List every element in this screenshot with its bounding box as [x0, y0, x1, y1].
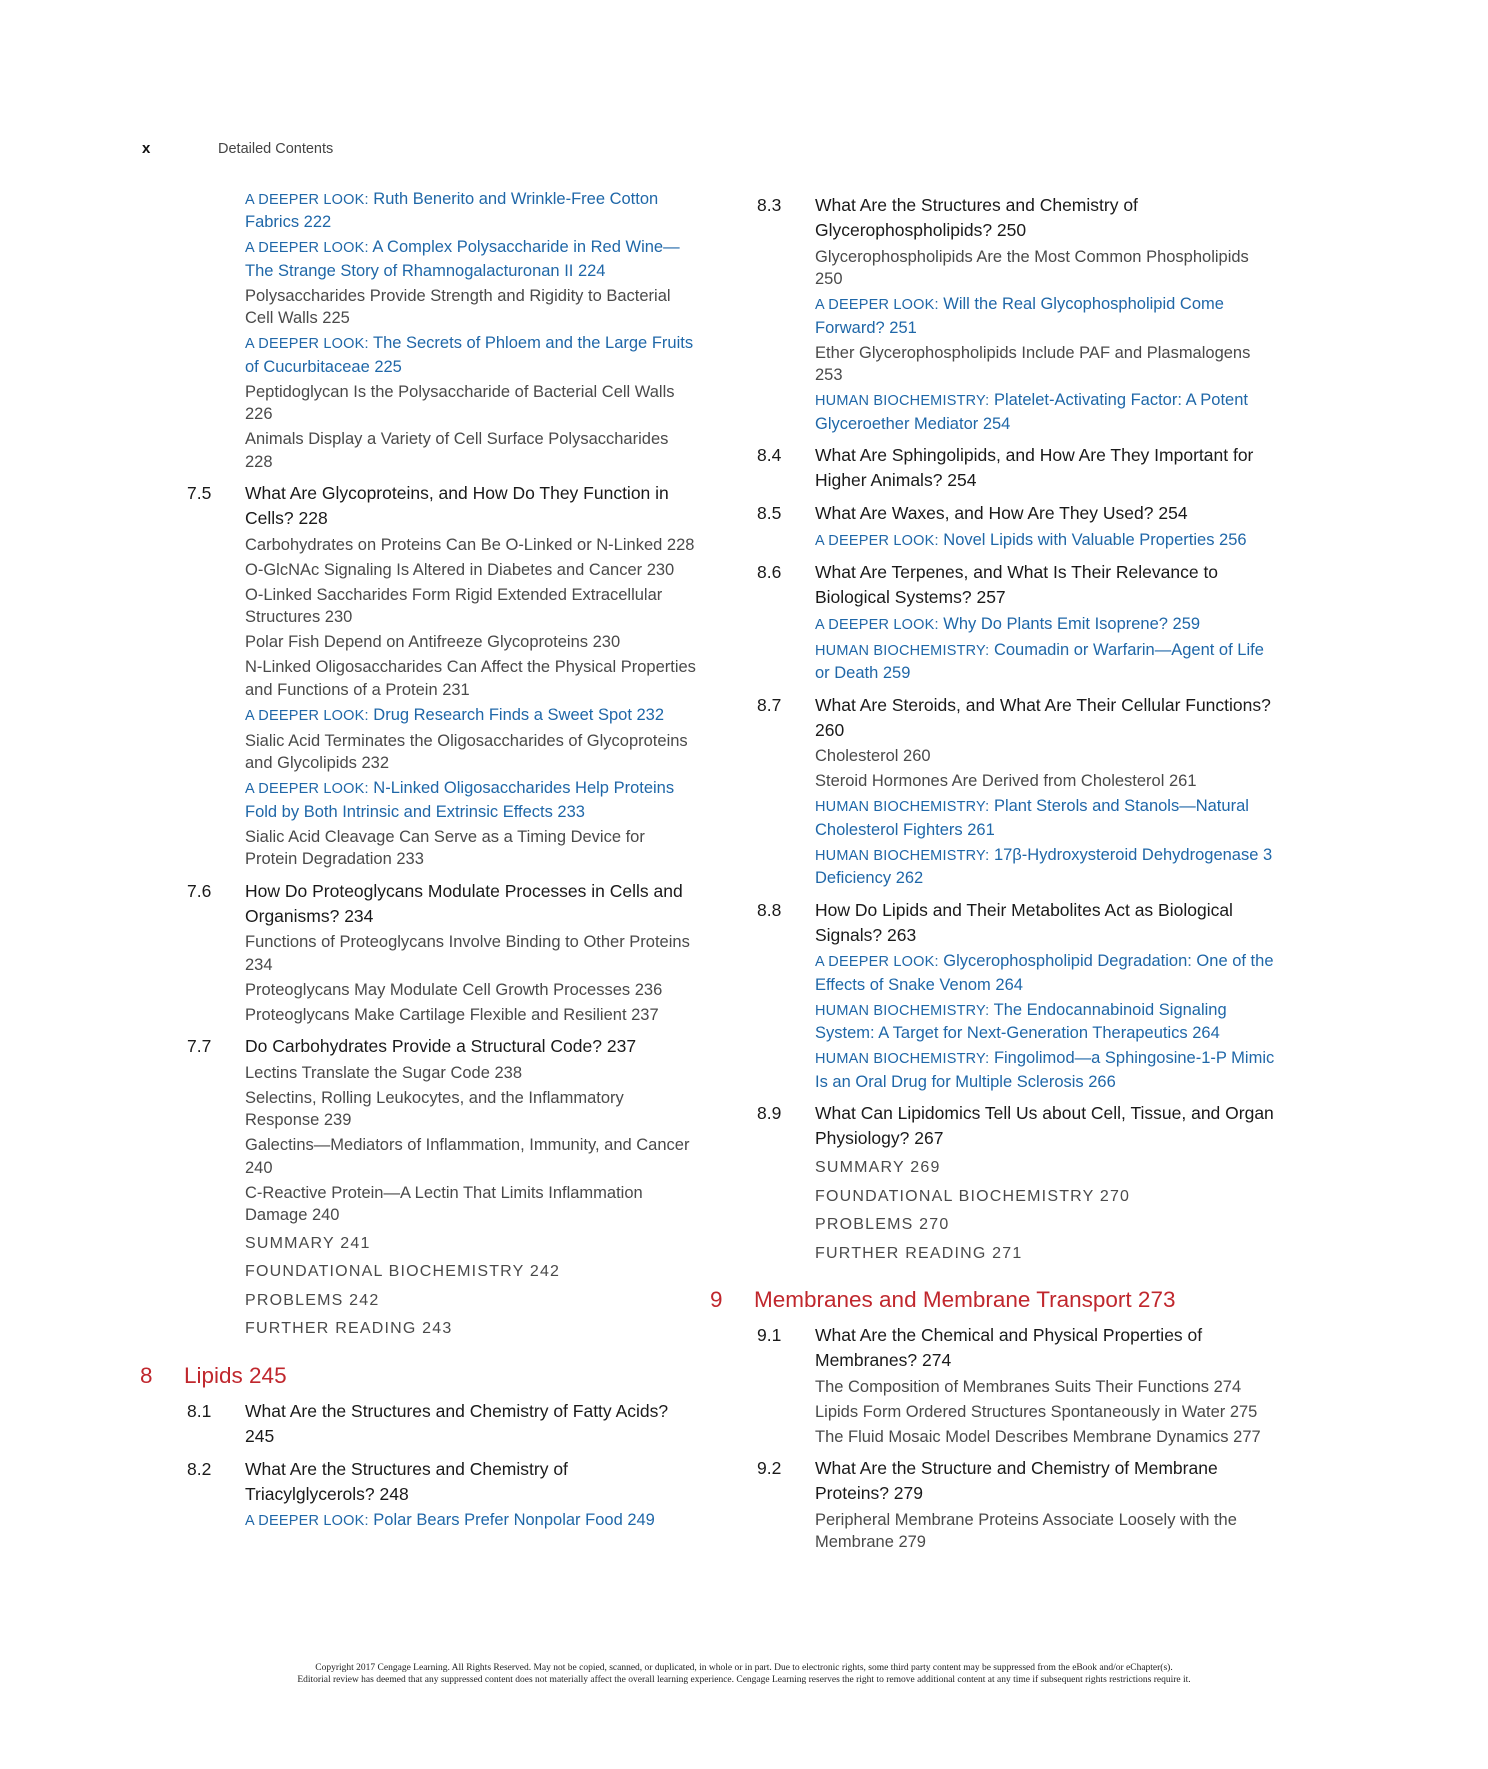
end-matter-entry[interactable]: FURTHER READING 271	[815, 1244, 1023, 1262]
feature-box-title: Ruth Benerito and Wrinkle-Free Cotton Fabrics 222	[245, 189, 659, 231]
subsection-entry[interactable]: O-GlcNAc Signaling Is Altered in Diabetes and Cancer 230	[245, 560, 675, 579]
feature-box-title: Platelet-Activating Factor: A Potent Glyceroether Mediator 254	[815, 391, 1248, 433]
section-title: How Do Lipids and Their Metabolites Act as Biological Signals? 263	[815, 899, 1233, 945]
section-title: What Can Lipidomics Tell Us about Cell, Tissue, and Organ Physiology? 267	[815, 1103, 1274, 1148]
section-title: What Are Sphingolipids, and How Are They Important for Higher Animals? 254	[815, 445, 1254, 490]
feature-box-entry[interactable]	[245, 188, 700, 234]
section-title: How Do Proteoglycans Modulate Processes in Cells and Organisms? 234	[245, 880, 683, 926]
end-matter-entry[interactable]: FOUNDATIONAL BIOCHEMISTRY 242	[245, 1263, 561, 1280]
section-title: Do Carbohydrates Provide a Structural Code? 237	[245, 1036, 637, 1056]
section-title: What Are the Chemical and Physical Properties of Membranes? 274	[815, 1325, 1203, 1370]
subsection-entry[interactable]: Galectins—Mediators of Inflammation, Immunity, and Cancer 240	[245, 1136, 690, 1177]
chapter-heading[interactable]	[140, 1361, 700, 1391]
feature-box-entry[interactable]	[815, 529, 1280, 553]
feature-box-entry[interactable]	[815, 1047, 1280, 1093]
feature-box-title: Coumadin or Warfarin—Agent of Life or Death 259	[815, 640, 1264, 682]
subsection-entry[interactable]: Proteoglycans Make Cartilage Flexible and Resilient 237	[245, 1005, 659, 1024]
section-number: 8.7	[757, 694, 782, 715]
subsection-entry[interactable]: Polar Fish Depend on Antifreeze Glycoproteins 230	[245, 633, 621, 651]
feature-box-title: A Complex Polysaccharide in Red Wine—The Strange Story of Rhamnogalacturonan II 224	[245, 238, 680, 280]
subsection-entry[interactable]: O-Linked Saccharides Form Rigid Extended Extracellular Structures 230	[245, 585, 663, 626]
feature-box-title: Novel Lipids with Valuable Properties 256	[943, 530, 1247, 549]
feature-box-title: Plant Sterols and Stanols—Natural Cholesterol Fighters 261	[815, 797, 1249, 839]
toc-left-column	[140, 185, 700, 1533]
feature-box-tag: A DEEPER LOOK:	[245, 781, 369, 797]
section-title: What Are Glycoproteins, and How Do They Function in Cells? 228	[245, 483, 669, 528]
chapter-title: Lipids 245	[184, 1362, 287, 1388]
end-matter-entry[interactable]: SUMMARY 241	[245, 1234, 371, 1252]
chapter-number: 8	[140, 1362, 153, 1388]
feature-box-tag: A DEEPER LOOK:	[245, 1513, 369, 1529]
subsection-entry[interactable]: Sialic Acid Terminates the Oligosaccharides of Glycoproteins and Glycolipids 232	[245, 731, 688, 772]
subsection-entry[interactable]: Ether Glycerophospholipids Include PAF and Plasmalogens 253	[815, 343, 1251, 384]
section-entry[interactable]	[710, 501, 1280, 526]
section-number: 7.5	[187, 483, 212, 503]
end-matter-entry[interactable]: PROBLEMS 242	[245, 1291, 380, 1309]
feature-box-entry[interactable]	[815, 999, 1280, 1045]
feature-box-entry[interactable]	[245, 236, 700, 282]
feature-box-tag: HUMAN BIOCHEMISTRY:	[815, 642, 990, 659]
copyright-line-2: Editorial review has deemed that any suppressed content does not materially affect the overall learning experience. Cengage Learning reserves the right to remove additional content at any time if subsequent rights restrictions require it.	[297, 1675, 1191, 1685]
section-title: What Are the Structures and Chemistry of Triacylglycerols? 248	[245, 1458, 568, 1504]
feature-box-tag: HUMAN BIOCHEMISTRY:	[815, 847, 990, 864]
section-number: 9.2	[757, 1458, 782, 1478]
section-number: 8.8	[757, 899, 782, 920]
feature-box-entry[interactable]	[815, 795, 1280, 841]
feature-box-tag: A DEEPER LOOK:	[245, 240, 369, 256]
subsection-entry[interactable]: C-Reactive Protein—A Lectin That Limits Inflammation Damage 240	[245, 1183, 643, 1224]
feature-box-title: The Endocannabinoid Signaling System: A Target for Next-Generation Therapeutics 264	[815, 1000, 1227, 1042]
section-entry[interactable]	[140, 481, 700, 531]
end-matter-entry[interactable]: SUMMARY 269	[815, 1159, 941, 1176]
copyright-footer	[0, 1662, 1488, 1686]
section-number: 8.6	[757, 562, 782, 582]
section-entry[interactable]	[710, 898, 1280, 948]
feature-box-entry[interactable]	[815, 293, 1280, 339]
section-entry[interactable]	[140, 879, 700, 929]
copyright-line-1: Copyright 2017 Cengage Learning. All Rights Reserved. May not be copied, scanned, or duplicated, in whole or in part. Due to electronic rights, some third party content may be suppressed from the eBook and/or eChapter(s).	[315, 1663, 1173, 1673]
end-matter-entry[interactable]: FOUNDATIONAL BIOCHEMISTRY 270	[815, 1187, 1131, 1205]
subsection-entry[interactable]: Lipids Form Ordered Structures Spontaneously in Water 275	[815, 1402, 1258, 1421]
feature-box-tag: A DEEPER LOOK:	[245, 336, 369, 352]
feature-box-tag: HUMAN BIOCHEMISTRY:	[815, 1051, 990, 1067]
section-number: 7.7	[187, 1036, 212, 1056]
feature-box-title: Why Do Plants Emit Isoprene? 259	[943, 614, 1201, 633]
feature-box-title: Polar Bears Prefer Nonpolar Food 249	[373, 1511, 655, 1529]
section-title: What Are the Structures and Chemistry of Fatty Acids? 245	[245, 1400, 669, 1446]
section-entry[interactable]	[710, 1101, 1280, 1151]
section-title: What Are Waxes, and How Are They Used? 254	[815, 503, 1188, 523]
subsection-entry[interactable]: Functions of Proteoglycans Involve Binding to Other Proteins 234	[245, 933, 690, 974]
feature-box-title: Glycerophospholipid Degradation: One of the Effects of Snake Venom 264	[815, 952, 1274, 994]
section-title: What Are the Structures and Chemistry of Glycerophospholipids? 250	[815, 195, 1138, 240]
feature-box-tag: A DEEPER LOOK:	[245, 191, 369, 208]
subsection-entry[interactable]: The Fluid Mosaic Model Describes Membrane Dynamics 277	[815, 1427, 1261, 1446]
section-number: 8.9	[757, 1103, 782, 1123]
feature-box-tag: A DEEPER LOOK:	[815, 954, 939, 970]
feature-box-entry[interactable]	[815, 613, 1280, 637]
end-matter-entry[interactable]: PROBLEMS 270	[815, 1216, 950, 1233]
feature-box-entry[interactable]	[245, 1509, 700, 1533]
feature-box-title: 17β-Hydroxysteroid Dehydrogenase 3 Deficiency 262	[815, 845, 1273, 887]
feature-box-entry[interactable]	[245, 704, 700, 728]
section-number: 8.3	[757, 195, 782, 215]
subsection-entry[interactable]: Lectins Translate the Sugar Code 238	[245, 1063, 523, 1082]
section-number: 8.5	[757, 503, 782, 523]
feature-box-title: The Secrets of Phloem and the Large Fruits of Cucurbitaceae 225	[245, 334, 694, 376]
feature-box-entry[interactable]	[245, 777, 700, 823]
subsection-entry[interactable]: Proteoglycans May Modulate Cell Growth Processes 236	[245, 980, 663, 999]
section-title: What Are the Structure and Chemistry of Membrane Proteins? 279	[815, 1458, 1218, 1503]
running-title: Detailed Contents	[218, 141, 334, 157]
page-number: x	[142, 140, 151, 157]
feature-box-tag: HUMAN BIOCHEMISTRY:	[815, 799, 990, 815]
section-number: 8.2	[187, 1458, 212, 1479]
feature-box-entry[interactable]	[815, 950, 1280, 996]
subsection-entry[interactable]: Animals Display a Variety of Cell Surface Polysaccharides 228	[245, 430, 669, 471]
subsection-entry[interactable]: Sialic Acid Cleavage Can Serve as a Timing Device for Protein Degradation 233	[245, 827, 645, 868]
subsection-entry[interactable]: Polysaccharides Provide Strength and Rigidity to Bacterial Cell Walls 225	[245, 286, 671, 327]
section-entry[interactable]	[710, 560, 1280, 610]
feature-box-tag: A DEEPER LOOK:	[245, 707, 369, 724]
section-entry[interactable]	[710, 1323, 1280, 1373]
feature-box-entry[interactable]	[815, 639, 1280, 685]
feature-box-title: N-Linked Oligosaccharides Help Proteins Fold by Both Intrinsic and Extrinsic Effects 233	[245, 779, 675, 821]
section-number: 7.6	[187, 880, 212, 901]
chapter-title: Membranes and Membrane Transport 273	[754, 1287, 1176, 1312]
subsection-entry[interactable]: Peripheral Membrane Proteins Associate Loosely with the Membrane 279	[815, 1510, 1237, 1551]
feature-box-title: Drug Research Finds a Sweet Spot 232	[373, 705, 665, 724]
subsection-entry[interactable]: N-Linked Oligosaccharides Can Affect the Physical Properties and Functions of a Protein 231	[245, 658, 696, 699]
section-entry[interactable]	[710, 193, 1280, 243]
section-number: 8.4	[757, 445, 782, 465]
feature-box-tag: A DEEPER LOOK:	[815, 616, 939, 633]
section-number: 8.1	[187, 1400, 212, 1421]
subsection-entry[interactable]: Steroid Hormones Are Derived from Cholesterol 261	[815, 772, 1197, 790]
chapter-heading[interactable]	[710, 1285, 1280, 1315]
feature-box-tag: A DEEPER LOOK:	[815, 532, 939, 549]
subsection-entry[interactable]: Glycerophospholipids Are the Most Common Phospholipids 250	[815, 247, 1249, 288]
feature-box-entry[interactable]	[815, 389, 1280, 435]
section-entry[interactable]	[140, 1399, 700, 1449]
section-entry[interactable]	[710, 1456, 1280, 1506]
toc-right-column	[710, 185, 1280, 1554]
subsection-entry[interactable]: The Composition of Membranes Suits Their Functions 274	[815, 1377, 1242, 1396]
section-title: What Are Steroids, and What Are Their Cellular Functions? 260	[815, 694, 1271, 740]
feature-box-title: Fingolimod—a Sphingosine-1-P Mimic Is an Oral Drug for Multiple Sclerosis 266	[815, 1049, 1275, 1091]
feature-box-entry[interactable]	[245, 332, 700, 378]
chapter-number: 9	[710, 1287, 723, 1312]
section-entry[interactable]	[710, 693, 1280, 743]
feature-box-title: Will the Real Glycophospholipid Come Forward? 251	[815, 295, 1224, 337]
feature-box-entry[interactable]	[815, 844, 1280, 890]
section-entry[interactable]	[140, 1457, 700, 1507]
section-entry[interactable]	[710, 443, 1280, 493]
feature-box-tag: A DEEPER LOOK:	[815, 297, 939, 313]
section-title: What Are Terpenes, and What Is Their Relevance to Biological Systems? 257	[815, 562, 1219, 607]
subsection-entry[interactable]: Carbohydrates on Proteins Can Be O-Linked or N-Linked 228	[245, 535, 695, 554]
feature-box-tag: HUMAN BIOCHEMISTRY:	[815, 393, 990, 409]
end-matter-entry[interactable]: FURTHER READING 243	[245, 1320, 453, 1337]
subsection-entry[interactable]: Selectins, Rolling Leukocytes, and the Inflammatory Response 239	[245, 1088, 624, 1129]
subsection-entry[interactable]: Cholesterol 260	[815, 747, 931, 765]
feature-box-tag: HUMAN BIOCHEMISTRY:	[815, 1002, 990, 1019]
section-number: 9.1	[757, 1325, 782, 1345]
section-entry[interactable]	[140, 1034, 700, 1059]
subsection-entry[interactable]: Peptidoglycan Is the Polysaccharide of Bacterial Cell Walls 226	[245, 382, 675, 423]
